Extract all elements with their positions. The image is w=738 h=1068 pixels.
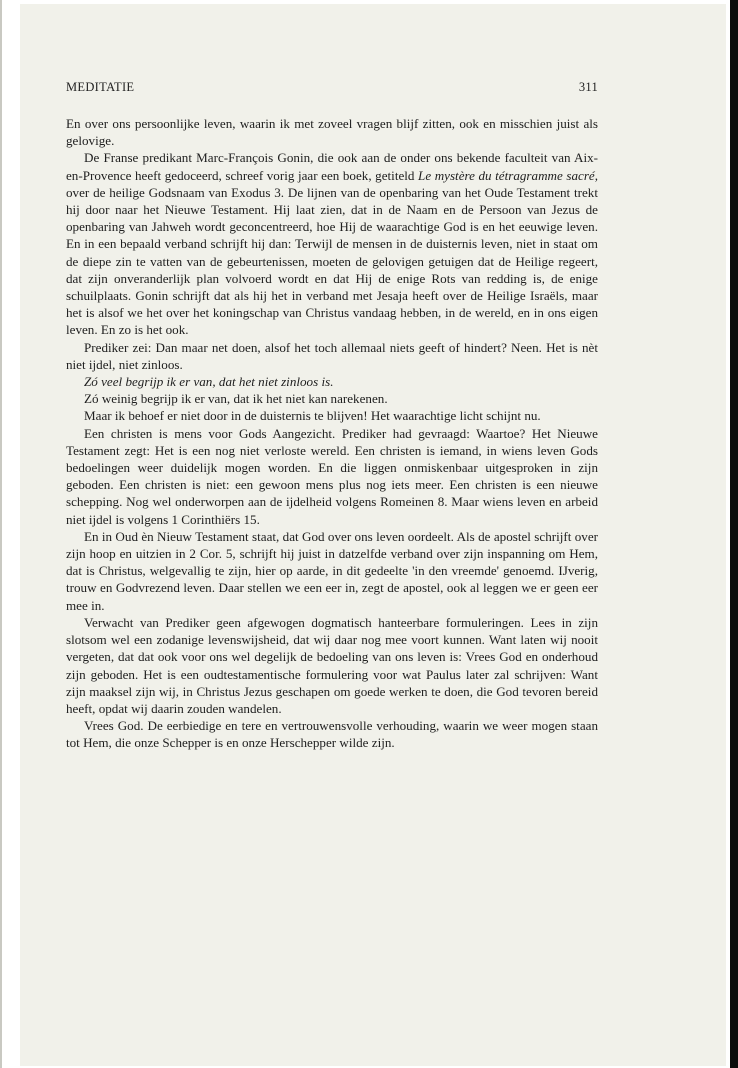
paragraph-6: Maar ik behoef er niet door in de duisternis te blijven! Het waarachtige licht schijnt nu.: [84, 408, 541, 424]
page-number: 311: [578, 80, 598, 94]
paragraph-1: En over ons persoonlijke leven, waarin ik met zoveel vragen blijf zitten, ook en misschien juist als gelovige.: [66, 116, 598, 149]
page-header: [66, 80, 598, 98]
paragraph-9: Verwacht van Prediker geen afgewogen dogmatisch hanteerbare formuleringen. Lees in zijn slotsom wel een zodanige levenswijsheid, dat wij daar nog mee voort kunnen. Want laten wij nooit vergeten, dat dat ook voor ons wel degelijk de bedoeling van ons leven is: Vrees God en onderhoud zijn geboden. Het is een oudtestamentische formulering voor wat Paulus later zal schrijven: Want zijn maaksel zijn wij, in Christus Jezus geschapen om goede werken te doen, die God tevoren bereid heeft, opdat wij daarin zouden wandelen.: [66, 614, 598, 716]
book-title: Le mystère du tétragramme sacré,: [418, 167, 599, 183]
page-right-edge: [730, 0, 738, 1068]
running-title: MEDITATIE: [66, 80, 135, 94]
paragraph-8: En in Oud èn Nieuw Testament staat, dat God over ons leven oordeelt. Als de apostel schrijft over zijn hoop en uitzien in 2 Cor. 5, schrijft hij juist in datzelfde verband over zijn inspanning om Hem, dat is Christus, welgevallig te zijn, hier op aarde, in dit gedeelte 'in den vreemde' genoemd. IJverig, trouw en Godvrezend leven. Daar stellen we een eer in, zegt de apostel, ook al leggen we er geen eer mee in.: [66, 528, 598, 613]
paragraph-4: Zó veel begrijp ik er van, dat het niet zinloos is.: [84, 374, 334, 390]
paragraph-7: Een christen is mens voor Gods Aangezicht. Prediker had gevraagd: Waartoe? Het Nieuwe Testament zegt: Het is een nog niet verloste wereld. Een christen is iemand, in wiens leven Gods bedoelingen weer duidelijk mogen worden. En die liggen onmiskenbaar uitgesproken in zijn geboden. Een christen is niet: een gewoon mens plus nog iets meer. Een christen is een nieuwe schepping. Nog wel onderworpen aan de ijdelheid volgens Romeinen 8. Maar wiens leven en arbeid niet ijdel is volgens 1 Corinthiërs 15.: [66, 425, 598, 527]
paragraph-3: Prediker zei: Dan maar net doen, alsof het toch allemaal niets geeft of hindert? Neen. Het is nèt niet ijdel, niet zinloos.: [66, 339, 598, 372]
paragraph-10: Vrees God. De eerbiedige en tere en vertrouwensvolle verhouding, waarin we weer mogen staan tot Hem, die onze Schepper is en onze Herschepper wilde zijn.: [66, 718, 598, 751]
body-text: [66, 115, 598, 752]
paragraph-5: Zó weinig begrijp ik er van, dat ik het niet kan narekenen.: [84, 391, 388, 407]
page-left-edge: [0, 0, 2, 1068]
paragraph-2: De Franse predikant Marc-François Gonin, die ook aan de onder ons bekende faculteit van Aix-en-Provence heeft gedoceerd, schreef vorig jaar een boek, getiteld Le mystère du tétragramme sacré, over de heilige Godsnaam van Exodus 3. De lijnen van de openbaring van het Oude Testament trekt hij door naar het Nieuwe Testament. Hij laat zien, dat in de Naam en de Persoon van Jezus de openbaring van Jahweh wordt geconcentreerd, hoe Hij de waarachtige God is en het eeuwige leven. En in een bepaald verband schrijft hij dan: Terwijl de mensen in de duisternis leven, niet in staat om de diepe zin te vatten van de gebeurtenissen, moeten de gelovigen getuigen dat de Heilige regeert, dat zijn onveranderlijk plan volvoerd wordt en dat Hij de enige Rots van redding is, de enige schuilplaats. Gonin schrijft dat als hij het in verband met Jesaja heeft over de Heilige Israëls, maar het is alsof we het over het koningschap van Christus vandaag hebben, in de wereld, en in ons eigen leven. En zo is het ook.: [66, 150, 599, 338]
